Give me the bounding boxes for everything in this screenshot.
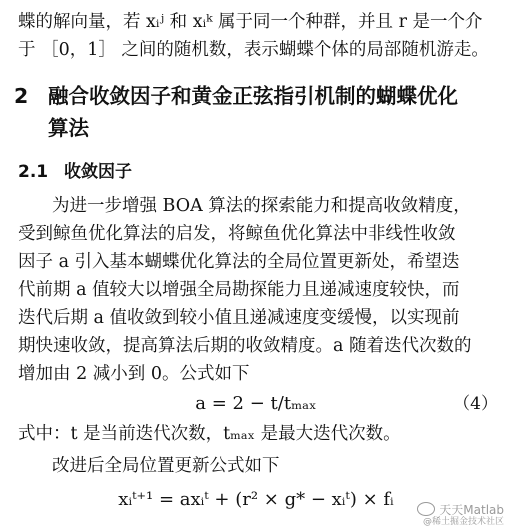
subsection-title: 收敛因子 <box>64 162 132 182</box>
subsection-heading <box>18 160 498 184</box>
paragraph1-line-5: 迭代后期 a 值收敛到较小值且递减速度变缓慢，以实现前 <box>18 308 460 328</box>
paragraph1-line-3: 因子 a 引入基本蝴蝶优化算法的全局位置更新处，希望迭 <box>18 252 460 272</box>
section-title-line2: 算法 <box>48 116 89 140</box>
paragraph1-line-6: 期快速收敛，提高算法后期的收敛精度。a 随着迭代次数的 <box>18 336 472 356</box>
paragraph1-line-4: 代前期 a 值较大以增强全局勘探能力且递减速度较快，而 <box>18 280 460 300</box>
paragraph2: 式中：t 是当前迭代次数，tₘₐₓ 是最大迭代次数。 <box>18 424 401 444</box>
subsection-number: 2.1 <box>18 162 49 182</box>
section-number: 2 <box>14 84 29 108</box>
equation-5: xᵢᵗ⁺¹ = axᵢᵗ + (r² × g* − xᵢᵗ) × fᵢ <box>118 489 394 510</box>
section-title-line1: 融合收敛因子和黄金正弦指引机制的蝴蝶优化 <box>48 84 458 108</box>
text-line-2: 于 ［0，1］ 之间的随机数，表示蝴蝶个体的局部随机游走。 <box>18 40 489 60</box>
wechat-icon <box>417 502 435 516</box>
text-line-1: 蝶的解向量，若 xᵢʲ 和 xᵢᵏ 属于同一个种群，并且 r 是一个介 <box>18 12 483 32</box>
equation-4: a = 2 − t/tₘₐₓ <box>195 393 317 414</box>
equation-4-number: （4） <box>453 394 498 414</box>
watermark <box>417 502 504 528</box>
paragraph3: 改进后全局位置更新公式如下 <box>52 456 280 476</box>
paragraph1-line-1: 为进一步增强 BOA 算法的探索能力和提高收敛精度， <box>52 196 471 216</box>
watermark-sub: @稀土掘金技术社区 <box>422 517 504 527</box>
paragraph1-line-2: 受到鲸鱼优化算法的启发，将鲸鱼优化算法中非线性收敛 <box>18 224 456 244</box>
paragraph1-line-7: 增加由 2 减小到 0。公式如下 <box>18 364 250 384</box>
watermark-main: 天天Matlab <box>439 503 504 517</box>
section-heading <box>14 82 504 110</box>
